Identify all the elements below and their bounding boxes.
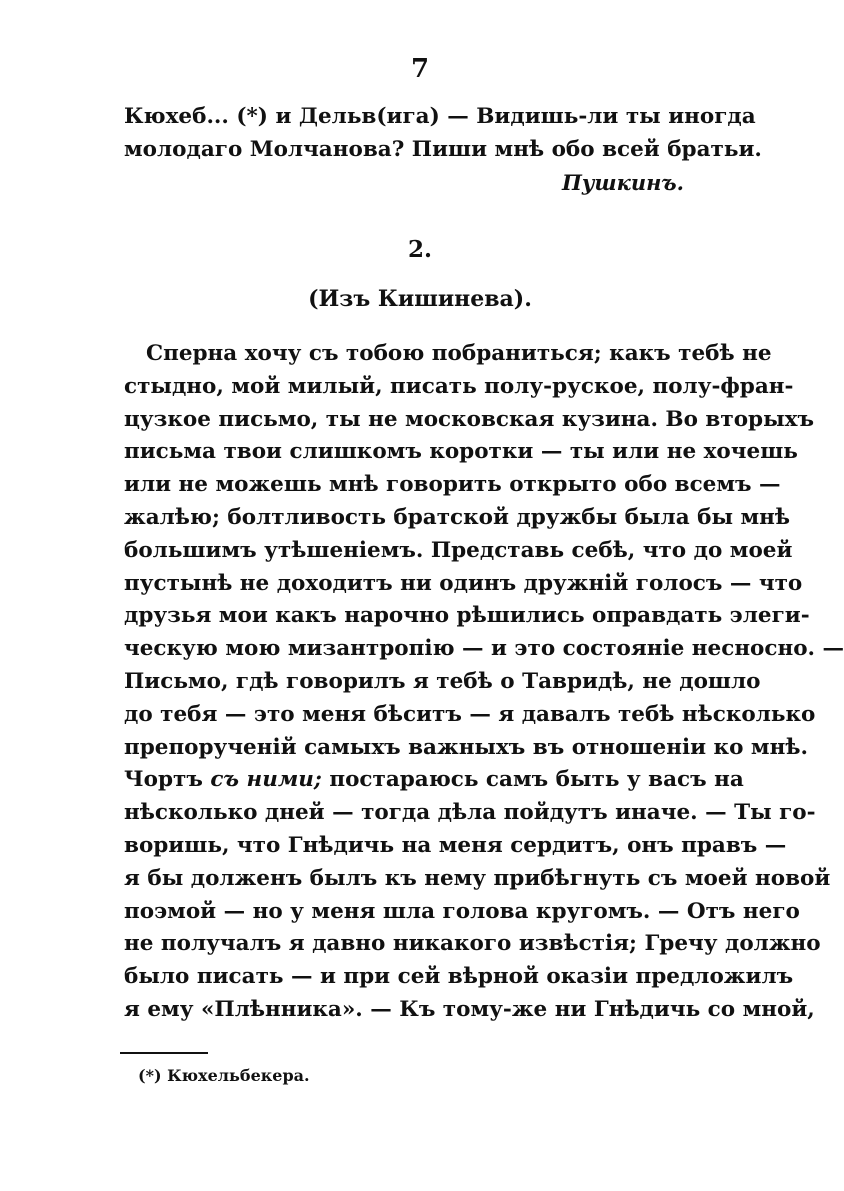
- text-line: или не можешь мнѣ говорить открыто обо всемъ —: [124, 472, 781, 498]
- text-line-with-emphasis: [124, 764, 744, 797]
- letter-number: 2.: [407, 236, 432, 263]
- footnote: (*) Кюхельбекера.: [138, 1066, 310, 1085]
- text-line: ческую мою мизантропію — и это состояніе несносно. —: [124, 636, 844, 662]
- text-line: друзья мои какъ нарочно рѣшились оправдать элеги-: [124, 603, 810, 629]
- text-line: препорученій самыхъ важныхъ въ отношеніи ко мнѣ.: [124, 734, 808, 760]
- text-line: цузкое письмо, ты не московская кузина. Во вторыхъ: [124, 406, 814, 432]
- line-segment: постараюсь самъ быть у васъ на: [321, 767, 744, 793]
- text-line: жалѣю; болтливость братской дружбы была бы мнѣ: [124, 504, 791, 530]
- signature: Пушкинъ.: [562, 170, 684, 195]
- line-segment: Чортъ: [124, 767, 211, 793]
- letter-heading: (Изъ Кишинева).: [308, 286, 532, 312]
- text-line: письма твои слишкомъ коротки — ты или не хочешь: [124, 439, 798, 465]
- text-line: я бы долженъ былъ къ нему прибѣгнуть съ моей новой: [124, 865, 831, 891]
- page-number: 7: [410, 54, 430, 84]
- text-line: до тебя — это меня бѣситъ — я давалъ тебѣ нѣсколько: [124, 701, 816, 727]
- text-line: воришь, что Гнѣдичь на меня сердитъ, онъ правъ —: [124, 832, 787, 858]
- text-line: было писать — и при сей вѣрной оказіи предложилъ: [124, 964, 794, 990]
- footnote-rule: [120, 1052, 208, 1054]
- letter-ending: [124, 101, 762, 167]
- text-line: поэмой — но у меня шла голова кругомъ. — Отъ него: [124, 898, 800, 924]
- text-line: нѣсколько дней — тогда дѣла пойдутъ иначе. — Ты го-: [124, 800, 816, 826]
- letter-body: [124, 338, 844, 1027]
- text-line: стыдно, мой милый, писать полу-руское, полу-фран-: [124, 373, 794, 399]
- text-line: Письмо, гдѣ говорилъ я тебѣ о Тавридѣ, не дошло: [124, 668, 761, 694]
- text-line: большимъ утѣшеніемъ. Представь себѣ, что до моей: [124, 537, 793, 563]
- text-line: пустынѣ не доходитъ ни одинъ дружній голосъ — что: [124, 570, 803, 596]
- text-line: молодаго Молчанова? Пиши мнѣ обо всей братьи.: [124, 136, 762, 162]
- text-line: не получалъ я давно никакого извѣстія; Гречу должно: [124, 931, 821, 957]
- text-line: Кюхеб... (*) и Дельв(ига) — Видишь-ли ты иногда: [124, 104, 756, 129]
- emphasized-phrase: съ ними;: [210, 767, 322, 793]
- text-line: Сперна хочу съ тобою побраниться; какъ тебѣ не: [146, 341, 772, 366]
- text-line: я ему «Плѣнника». — Къ тому-же ни Гнѣдичь со мной,: [124, 996, 815, 1022]
